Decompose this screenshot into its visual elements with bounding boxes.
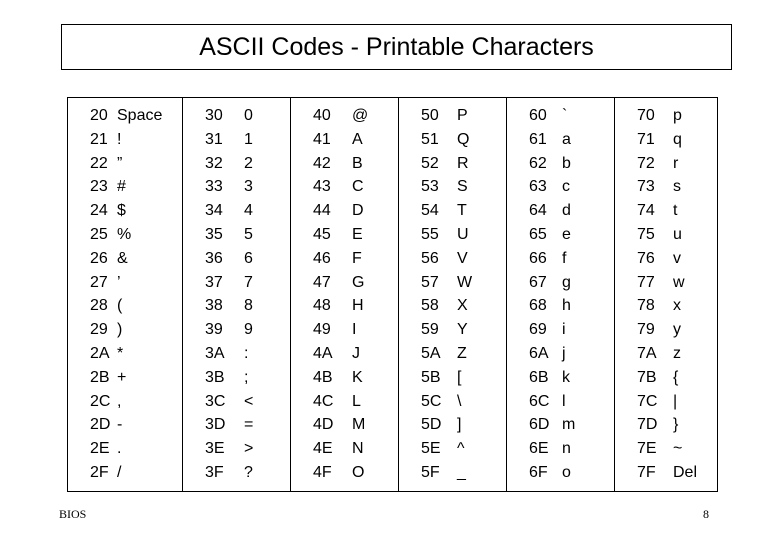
character: x (673, 297, 681, 315)
table-row (507, 273, 614, 293)
hex-code: 37 (205, 273, 223, 291)
character: t (673, 202, 678, 220)
character: 6 (244, 249, 253, 267)
table-row (291, 177, 398, 197)
character: K (352, 368, 363, 386)
table-row (183, 344, 290, 364)
hex-code: 41 (313, 130, 331, 148)
table-row (183, 320, 290, 340)
character: F (352, 249, 362, 267)
table-row (507, 463, 614, 483)
hex-code: 24 (90, 202, 108, 220)
table-row (291, 392, 398, 412)
table-row (68, 320, 182, 340)
character: < (244, 392, 254, 410)
hex-code: 2E (90, 440, 110, 458)
hex-code: 6C (529, 392, 550, 410)
hex-code: 75 (637, 226, 655, 243)
character: = (244, 416, 254, 434)
character: > (244, 440, 254, 458)
table-row (68, 368, 182, 388)
hex-code: 73 (637, 178, 655, 196)
table-row (399, 130, 506, 150)
hex-code: 6D (529, 416, 550, 434)
character: Del (673, 464, 698, 481)
table-row (507, 439, 614, 459)
table-row (183, 201, 290, 221)
table-row (68, 439, 182, 459)
hex-code: 6E (529, 440, 549, 458)
table-row (615, 415, 717, 435)
table-row (507, 201, 614, 221)
table-row (399, 177, 506, 197)
hex-code: 69 (529, 321, 547, 339)
hex-code: 54 (421, 202, 439, 220)
hex-code: 70 (637, 107, 655, 124)
table-row (68, 296, 182, 316)
character: W (457, 273, 473, 291)
hex-code: 2F (90, 464, 109, 481)
hex-code: 59 (421, 321, 439, 339)
character: a (562, 130, 571, 148)
hex-code: 58 (421, 297, 439, 315)
character: , (117, 392, 122, 410)
character: $ (117, 202, 126, 220)
character: L (352, 392, 361, 410)
character: ~ (673, 440, 683, 458)
table-row (183, 439, 290, 459)
hex-code: 68 (529, 297, 547, 315)
table-row (507, 106, 614, 126)
page-title: ASCII Codes - Printable Characters (199, 33, 594, 61)
character: s (673, 178, 681, 196)
character: ] (457, 416, 462, 434)
table-row (68, 249, 182, 269)
hex-code: 67 (529, 273, 547, 291)
hex-code: 42 (313, 154, 331, 172)
hex-code: 23 (90, 178, 108, 196)
table-row (291, 344, 398, 364)
table-row (615, 296, 717, 316)
ascii-column (506, 98, 614, 491)
hex-code: 34 (205, 202, 223, 220)
hex-code: 40 (313, 107, 331, 124)
table-row (507, 320, 614, 340)
character: 4 (244, 202, 253, 220)
hex-code: 48 (313, 297, 331, 315)
ascii-column (182, 98, 290, 491)
table-row (399, 439, 506, 459)
hex-code: 5E (421, 440, 441, 458)
character: Y (457, 321, 468, 339)
hex-code: 44 (313, 202, 331, 220)
table-row (399, 249, 506, 269)
table-row (183, 130, 290, 150)
table-row (399, 344, 506, 364)
table-row (291, 415, 398, 435)
hex-code: 25 (90, 226, 108, 243)
character: V (457, 249, 468, 267)
hex-code: 63 (529, 178, 547, 196)
character: ! (117, 130, 122, 148)
hex-code: 4E (313, 440, 333, 458)
table-row (615, 177, 717, 197)
table-row (183, 415, 290, 435)
table-row (399, 320, 506, 340)
table-row (507, 225, 614, 245)
table-row (291, 106, 398, 126)
table-row (183, 154, 290, 174)
hex-code: 30 (205, 107, 223, 124)
hex-code: 7C (637, 392, 658, 410)
character: * (117, 345, 124, 362)
character: m (562, 416, 576, 434)
table-row (68, 130, 182, 150)
character: f (562, 249, 567, 267)
hex-code: 20 (90, 107, 108, 124)
table-row (615, 130, 717, 150)
table-row (615, 273, 717, 293)
table-row (291, 368, 398, 388)
table-row (399, 273, 506, 293)
hex-code: 5B (421, 368, 441, 386)
table-row (183, 225, 290, 245)
character: j (562, 345, 566, 362)
table-row (399, 154, 506, 174)
character: O (352, 464, 365, 481)
character: X (457, 297, 468, 315)
character: | (673, 392, 678, 410)
character: ; (244, 368, 249, 386)
character: G (352, 273, 365, 291)
table-row (399, 296, 506, 316)
character: / (117, 464, 122, 481)
hex-code: 6A (529, 345, 549, 362)
table-row (183, 392, 290, 412)
hex-code: 52 (421, 154, 439, 172)
ascii-column (614, 98, 717, 491)
hex-code: 4B (313, 368, 333, 386)
character: ’ (117, 273, 121, 291)
hex-code: 62 (529, 154, 547, 172)
hex-code: 71 (637, 130, 655, 148)
table-row (615, 106, 717, 126)
table-row (399, 415, 506, 435)
hex-code: 74 (637, 202, 655, 220)
table-row (291, 201, 398, 221)
character: D (352, 202, 364, 220)
ascii-column (398, 98, 506, 491)
character: ) (117, 321, 123, 339)
hex-code: 22 (90, 154, 108, 172)
table-row (291, 296, 398, 316)
hex-code: 4D (313, 416, 334, 434)
table-row (507, 368, 614, 388)
ascii-column (68, 98, 182, 491)
hex-code: 7A (637, 345, 657, 362)
hex-code: 2C (90, 392, 111, 410)
character: S (457, 178, 468, 196)
hex-code: 2A (90, 345, 110, 362)
table-row (399, 201, 506, 221)
character: A (352, 130, 363, 148)
hex-code: 26 (90, 249, 108, 267)
hex-code: 55 (421, 226, 439, 243)
table-row (615, 463, 717, 483)
table-row (615, 154, 717, 174)
hex-code: 66 (529, 249, 547, 267)
table-row (68, 106, 182, 126)
character: P (457, 107, 468, 124)
table-row (507, 249, 614, 269)
hex-code: 64 (529, 202, 547, 220)
character: 2 (244, 154, 253, 172)
table-row (615, 225, 717, 245)
table-row (68, 177, 182, 197)
character: 8 (244, 297, 253, 315)
character: ( (117, 297, 123, 315)
character: 7 (244, 273, 253, 291)
hex-code: 21 (90, 130, 108, 148)
hex-code: 53 (421, 178, 439, 196)
character: n (562, 440, 571, 458)
hex-code: 5F (421, 464, 440, 481)
hex-code: 49 (313, 321, 331, 339)
title-box (61, 24, 732, 70)
table-row (615, 320, 717, 340)
table-row (68, 201, 182, 221)
hex-code: 5D (421, 416, 442, 434)
table-row (68, 344, 182, 364)
table-row (183, 177, 290, 197)
table-row (399, 392, 506, 412)
hex-code: 7F (637, 464, 656, 481)
character: R (457, 154, 469, 172)
table-row (615, 201, 717, 221)
hex-code: 77 (637, 273, 655, 291)
character: 1 (244, 130, 253, 148)
character: 5 (244, 226, 253, 243)
hex-code: 29 (90, 321, 108, 339)
character: I (352, 321, 357, 339)
table-row (507, 177, 614, 197)
hex-code: 7E (637, 440, 657, 458)
table-row (183, 368, 290, 388)
table-row (291, 249, 398, 269)
hex-code: 47 (313, 273, 331, 291)
character: d (562, 202, 571, 220)
hex-code: 6B (529, 368, 549, 386)
character: : (244, 345, 249, 362)
hex-code: 5C (421, 392, 442, 410)
character: { (673, 368, 679, 386)
table-row (399, 463, 506, 483)
character: _ (457, 464, 466, 481)
hex-code: 60 (529, 107, 547, 124)
character: Space (117, 107, 163, 124)
hex-code: 51 (421, 130, 439, 148)
hex-code: 50 (421, 107, 439, 124)
character: q (673, 130, 682, 148)
character: e (562, 226, 571, 243)
table-row (68, 273, 182, 293)
hex-code: 38 (205, 297, 223, 315)
table-row (183, 249, 290, 269)
character: T (457, 202, 467, 220)
character: } (673, 416, 679, 434)
hex-code: 32 (205, 154, 223, 172)
table-row (68, 392, 182, 412)
hex-code: 3A (205, 345, 225, 362)
hex-code: 36 (205, 249, 223, 267)
table-row (68, 225, 182, 245)
table-row (68, 154, 182, 174)
table-row (399, 106, 506, 126)
hex-code: 57 (421, 273, 439, 291)
character: i (562, 321, 566, 339)
ascii-column (290, 98, 398, 491)
character: ? (244, 464, 253, 481)
hex-code: 4C (313, 392, 334, 410)
hex-code: 72 (637, 154, 655, 172)
character: g (562, 273, 571, 291)
table-row (615, 439, 717, 459)
table-row (507, 130, 614, 150)
character: Z (457, 345, 467, 362)
character: N (352, 440, 364, 458)
hex-code: 5A (421, 345, 441, 362)
character: ^ (457, 440, 465, 458)
table-row (291, 130, 398, 150)
table-row (615, 392, 717, 412)
hex-code: 3D (205, 416, 226, 434)
character: Q (457, 130, 470, 148)
table-row (183, 463, 290, 483)
character: M (352, 416, 366, 434)
character: J (352, 345, 360, 362)
page-number: 8 (703, 507, 709, 521)
hex-code: 3B (205, 368, 225, 386)
character: o (562, 464, 571, 481)
character: @ (352, 107, 369, 124)
character: r (673, 154, 679, 172)
character: C (352, 178, 364, 196)
hex-code: 65 (529, 226, 547, 243)
table-row (507, 415, 614, 435)
hex-code: 79 (637, 321, 655, 339)
hex-code: 56 (421, 249, 439, 267)
table-row (183, 106, 290, 126)
hex-code: 7D (637, 416, 658, 434)
character: c (562, 178, 570, 196)
table-row (399, 368, 506, 388)
hex-code: 3C (205, 392, 226, 410)
table-row (615, 368, 717, 388)
hex-code: 28 (90, 297, 108, 315)
table-row (291, 463, 398, 483)
hex-code: 4F (313, 464, 332, 481)
table-row (615, 344, 717, 364)
character: ” (117, 154, 123, 172)
character: z (673, 345, 681, 362)
character: \ (457, 392, 462, 410)
hex-code: 61 (529, 130, 547, 148)
table-row (507, 154, 614, 174)
character: k (562, 368, 570, 386)
table-row (507, 344, 614, 364)
character: - (117, 416, 123, 434)
character: b (562, 154, 571, 172)
character: u (673, 226, 682, 243)
table-row (615, 249, 717, 269)
hex-code: 6F (529, 464, 548, 481)
character: [ (457, 368, 462, 386)
hex-code: 2B (90, 368, 110, 386)
hex-code: 35 (205, 226, 223, 243)
table-row (399, 225, 506, 245)
table-row (291, 225, 398, 245)
footer-label: BIOS (59, 507, 87, 521)
character: w (673, 273, 685, 291)
character: & (117, 249, 128, 267)
hex-code: 45 (313, 226, 331, 243)
character: l (562, 392, 566, 410)
hex-code: 3E (205, 440, 225, 458)
character: H (352, 297, 364, 315)
character: U (457, 226, 469, 243)
table-row (291, 273, 398, 293)
hex-code: 43 (313, 178, 331, 196)
hex-code: 7B (637, 368, 657, 386)
hex-code: 3F (205, 464, 224, 481)
character: B (352, 154, 363, 172)
hex-code: 33 (205, 178, 223, 196)
hex-code: 2D (90, 416, 111, 434)
table-row (507, 296, 614, 316)
character: 3 (244, 178, 253, 196)
hex-code: 78 (637, 297, 655, 315)
table-row (68, 463, 182, 483)
hex-code: 76 (637, 249, 655, 267)
table-row (183, 296, 290, 316)
hex-code: 27 (90, 273, 108, 291)
hex-code: 4A (313, 345, 333, 362)
character: E (352, 226, 363, 243)
character: . (117, 440, 122, 458)
table-row (291, 154, 398, 174)
character: + (117, 368, 127, 386)
character: 9 (244, 321, 253, 339)
table-row (291, 439, 398, 459)
table-row (183, 273, 290, 293)
table-row (291, 320, 398, 340)
character: % (117, 226, 132, 243)
character: y (673, 321, 681, 339)
hex-code: 31 (205, 130, 223, 148)
table-row (68, 415, 182, 435)
character: h (562, 297, 571, 315)
character: ` (562, 107, 568, 124)
character: 0 (244, 107, 253, 124)
character: v (673, 249, 681, 267)
character: # (117, 178, 126, 196)
table-row (507, 392, 614, 412)
hex-code: 39 (205, 321, 223, 339)
character: p (673, 107, 682, 124)
hex-code: 46 (313, 249, 331, 267)
